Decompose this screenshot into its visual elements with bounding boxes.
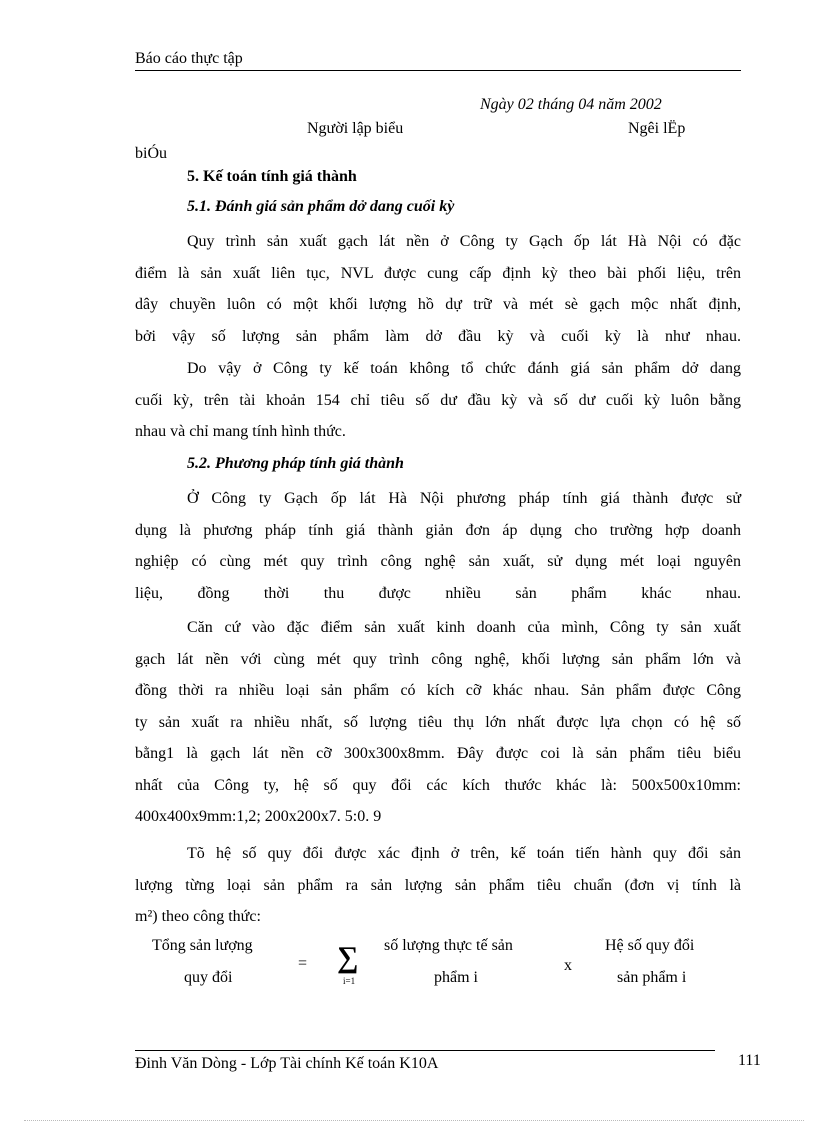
paragraph-line: Ở Công ty Gạch ốp lát Hà Nội phương pháp tính giá thành được sử (187, 490, 741, 507)
report-header-title: Báo cáo thực tập (135, 50, 243, 67)
paragraph-line: ty sản xuất ra nhiều nhất, số lượng tiêu thụ lớn nhất được lựa chọn có hệ số (135, 713, 741, 731)
paragraph-line: đồng thời ra nhiều loại sản phẩm có kích cỡ khác nhau. Sản phẩm được Công (135, 682, 741, 699)
paragraph-1 (135, 226, 741, 352)
formula-middle-line-1: số lượng thực tế sản (384, 937, 513, 954)
formula-left-line-1: Tổng sản lượng (152, 937, 253, 954)
page-edge-divider (24, 1120, 804, 1121)
paragraph-line: Do vậy ở Công ty kế toán không tổ chức đánh giá sản phẩm dở dang (187, 360, 741, 377)
formula-right-line-2: sản phẩm i (617, 969, 687, 986)
paragraph-line: lượng từng loại sản phẩm ra sản lượng sản phẩm tiêu chuẩn (đơn vị tính là (135, 876, 741, 894)
paragraph-line: nhau và chỉ mang tính hình thức. (135, 423, 346, 440)
sigma-subscript: i=1 (343, 976, 356, 986)
footer-rule (135, 1050, 715, 1051)
paragraph-line: bởi vậy số lượng sản phẩm làm dở đầu kỳ và cuối kỳ là như nhau. (135, 327, 741, 345)
signature-wrap-label: biÓu (135, 145, 167, 162)
page-number: 111 (738, 1052, 761, 1069)
paragraph-3 (135, 483, 741, 609)
paragraph-4 (135, 612, 741, 833)
formula-right-line-1: Hệ số quy đổi (605, 937, 695, 954)
paragraph-line: Quy trình sản xuất gạch lát nền ở Công ty Gạch ốp lát Hà Nội có đặc (187, 233, 741, 250)
formula-middle-line-2: phẩm i (434, 969, 478, 986)
header-rule (135, 70, 741, 71)
paragraph-line: Căn cứ vào đặc điểm sản xuất kinh doanh của mình, Công ty sản xuất (187, 619, 741, 636)
paragraph-line: điểm là sản xuất liên tục, NVL được cung cấp định kỳ theo bài phối liệu, trên (135, 264, 741, 282)
sigma-icon: ∑ (337, 941, 359, 974)
paragraph-line: nhất của Công ty, hệ số quy đổi các kích thước khác là: 500x500x10mm: (135, 776, 741, 794)
section-5-1-heading: 5.1. Đánh giá sản phẩm dở dang cuối kỳ (187, 198, 455, 215)
paragraph-line: m²) theo công thức: (135, 908, 261, 925)
paragraph-line: bằng1 là gạch lát nền cỡ 300x300x8mm. Đây được coi là sản phẩm tiêu biểu (135, 745, 741, 762)
paragraph-line: dụng là phương pháp tính giá thành giản đơn áp dụng cho trường hợp doanh (135, 521, 741, 539)
formula-times: x (564, 957, 572, 974)
paragraph-line: Tõ hệ số quy đổi được xác định ở trên, kế toán tiến hành quy đổi sản (187, 845, 741, 862)
paragraph-line: cuối kỳ, trên tài khoản 154 chỉ tiêu số dư đầu kỳ và số dư cuối kỳ luôn bằng (135, 391, 741, 409)
signature-left-label: Người lập biểu (307, 120, 404, 137)
signature-right-label: Ngêi lËp (628, 120, 686, 137)
formula-equals: = (298, 955, 308, 972)
signature-date: Ngày 02 tháng 04 năm 2002 (480, 96, 662, 113)
formula-left-line-2: quy đổi (184, 969, 233, 986)
paragraph-line: 400x400x9mm:1,2; 200x200x7. 5:0. 9 (135, 808, 382, 825)
paragraph-2 (135, 353, 741, 448)
paragraph-line: nghiệp có cùng mét quy trình công nghệ sản xuất, sử dụng mét loại nguyên (135, 553, 741, 570)
paragraph-line: gạch lát nền với cùng mét quy trình công nghệ, khối lượng sản phẩm lớn và (135, 650, 741, 668)
section-5-heading: 5. Kế toán tính giá thành (187, 168, 357, 185)
paragraph-line: dây chuyền luôn có một khối lượng hồ dự trữ và mét sè gạch mộc nhất định, (135, 296, 741, 313)
footer-author: Đinh Văn Dòng - Lớp Tài chính Kế toán K10A (135, 1055, 439, 1072)
paragraph-line: liệu, đồng thời thu được nhiều sản phẩm khác nhau. (135, 584, 741, 602)
section-5-2-heading: 5.2. Phương pháp tính giá thành (187, 455, 404, 472)
paragraph-5 (135, 838, 741, 933)
